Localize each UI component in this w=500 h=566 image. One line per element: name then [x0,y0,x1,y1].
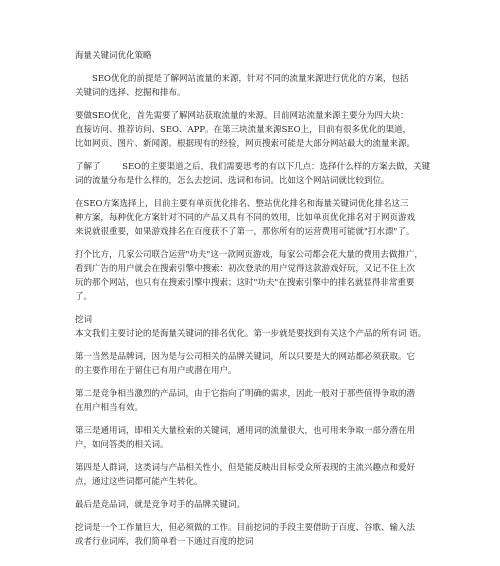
section-heading: 挖词 [75,315,93,325]
text-line: 打个比方，几家公司联合运营"功夫"这一款网页游戏，每家公司都会花大量的费用去做推广， [75,250,423,260]
text-line: 第一当然是品牌词，因为是与公司相关的品牌关键词，所以只要是大的网站都必须获取。它 [75,352,416,362]
paragraph [75,197,435,239]
text-line: 第二是竞争相当激烈的产品词，由于它指向了明确的需求，因此一般对于那些值得争取的潜 [75,389,416,399]
text-line: 或者行业词库，我们简单看一下通过百度的挖词 [75,537,254,547]
text-line: 要做SEO优化，首先需要了解网站获取流量的来源。目前网站流量来源主要分为四大块： [75,111,409,121]
text-line: 本文我们主要讨论的是海量关键词的排名优化。第一步就是要找到有关这个产品的所有词 语。 [75,329,427,339]
text-line: 看到广告的用户就会在搜索引擎中搜索：初次登录的用户觉得这款游戏好玩，又记不住上次 [75,264,416,274]
paragraph [75,461,435,489]
text-line: 在SEO方案选择上，目前主要有单页优化排名、整站优化排名和海量关键词优化排名这三 [75,199,409,209]
paragraph [75,160,435,188]
paragraph [75,387,435,415]
text-line: 户，如问答类的相关词。 [75,440,169,450]
text-line: 比如网页、图片、新闻源。根据现有的经验，网页搜索可能是大部分网站最大的流量来源。 [75,139,416,149]
text-line: 了。 [75,292,93,302]
paragraph [75,424,435,452]
text-line: 直接访问、推荐访问、SEO、APP。在第三块流量来源SEO上，目前有很多优化的渠道， [75,125,412,135]
text-line: 了解了 SEO的主要渠道之后，我们需要思考的有以下几点：选择什么样的方案去做，关键 [75,162,431,172]
text-line: 关键词的选择、挖掘和排布。 [75,88,186,98]
text-line: 最后是竞品词，就是竞争对手的品牌关键词。 [75,500,246,510]
text-line: 玩的那个网站，也只有在搜索引擎中搜索；这时"功夫"在搜索引擎中的排名就显得非常重要 [75,278,415,288]
text-line: 词的流量分布是什么样的，怎么去挖词、选词和布词。比如这个网站词就比较到位。 [75,176,390,186]
text-line: 种方案，每种优化方案针对不同的产品又具有不同的效用，比如单页优化排名对于网页游戏 [75,213,416,223]
paragraph [75,498,435,512]
paragraph [75,109,435,151]
article-title: 海量关键词优化策略 [75,51,152,61]
text-line: 的主要作用在于留住已有用户或潜在用户。 [75,366,237,376]
paragraph [75,313,435,341]
text-line: 第三是通用词，即相关大量检索的关键词，通用词的流量很大，也可用来争取一部分潜在用 [75,426,416,436]
text-line: 挖词是一个工作量巨大，但必须做的工作。目前挖词的手段主要借助于百度、谷歌、输入法 [75,523,416,533]
article [75,50,435,558]
text-line: 第四是人群词，这类词与产品相关性小，但是能反映出目标受众所表现的主流兴趣点和爱好 [75,463,416,473]
paragraph [75,248,435,304]
text-line: 来说就很重要，如果游戏排名在百度获不了第一，那你所有的运营费用可能就"打水漂"了。 [75,227,415,237]
text-line: 在用户相当有效。 [75,403,144,413]
text-line: 点，通过这些词都可能产生转化。 [75,477,203,487]
paragraph [75,350,435,378]
text-line: SEO优化的前提是了解网站流量的来源，针对不同的流量来源进行优化的方案，包括 [92,74,409,84]
paragraph [75,72,435,100]
paragraph [75,521,435,549]
